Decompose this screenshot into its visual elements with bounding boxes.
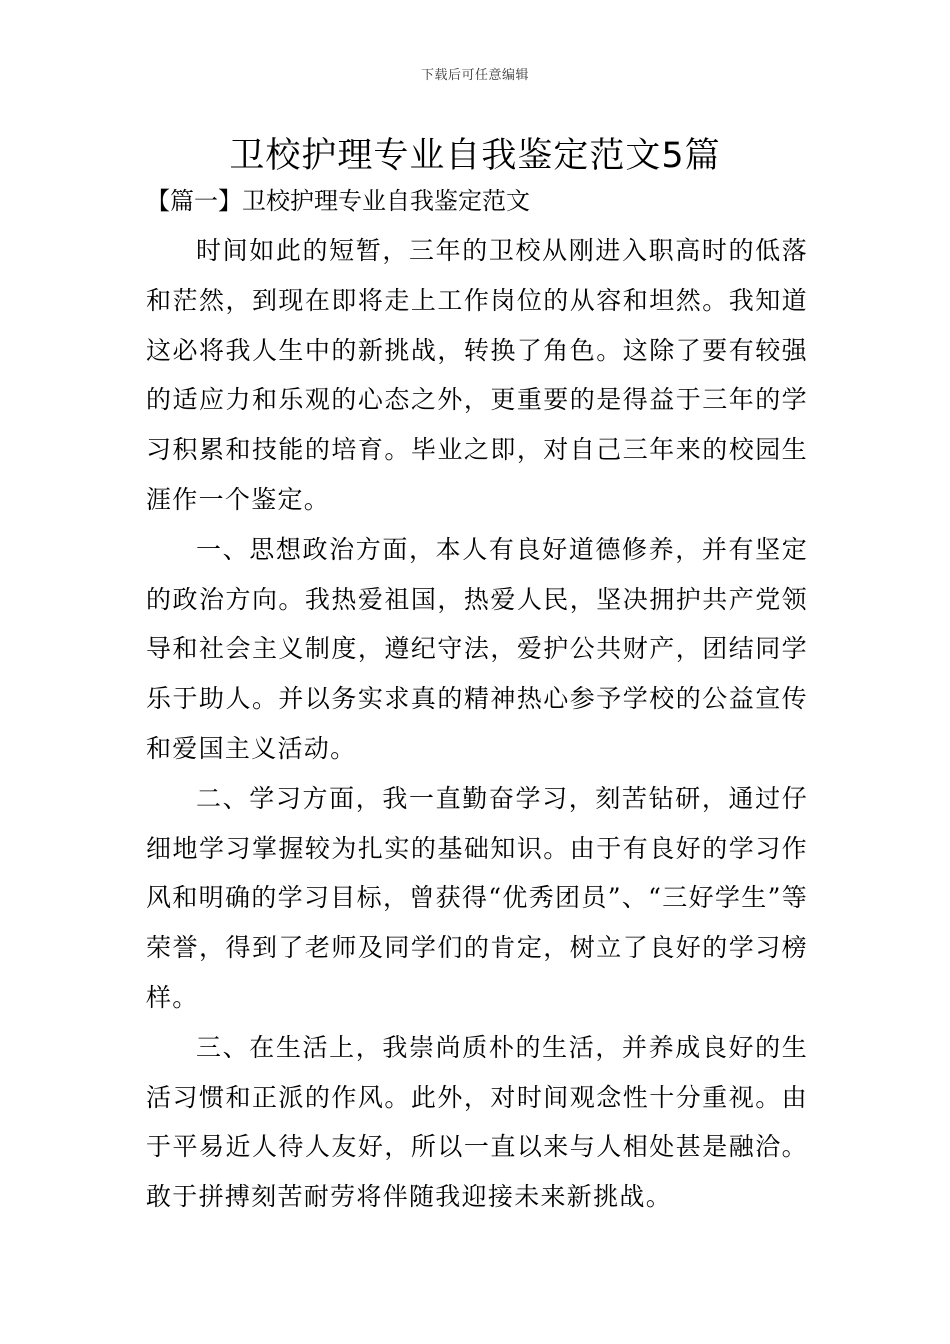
header-note: 下载后可任意编辑	[420, 68, 529, 83]
document-title: 卫校护理专业自我鉴定范文5篇	[229, 136, 721, 176]
paragraph-politics: 一、思想政治方面，本人有良好道德修养，并有坚定的政治方向。我热爱祖国，热爱人民，坚决拥护共产党领导和社会主义制度，遵纪守法，爱护公共财产，团结同学乐于助人。并以务实求真的精神热心参予学校的公益宣传和爱国主义活动。	[146, 534, 808, 763]
document-body	[146, 226, 808, 1222]
section-heading: 【篇一】卫校护理专业自我鉴定范文	[146, 187, 530, 215]
paragraph-intro: 时间如此的短暂，三年的卫校从刚进入职高时的低落和茫然，到现在即将走上工作岗位的从容和坦然。我知道这必将我人生中的新挑战，转换了角色。这除了要有较强的适应力和乐观的心态之外，更重要的是得益于三年的学习积累和技能的培育。毕业之即，对自己三年来的校园生涯作一个鉴定。	[146, 236, 808, 514]
paragraph-study: 二、学习方面，我一直勤奋学习，刻苦钻研，通过仔细地学习掌握较为扎实的基础知识。由于有良好的学习作风和明确的学习目标，曾获得“优秀团员”、“三好学生”等荣誉，得到了老师及同学们的肯定，树立了良好的学习榜样。	[146, 783, 808, 1012]
paragraph-life: 三、在生活上，我崇尚质朴的生活，并养成良好的生活习惯和正派的作风。此外，对时间观念性十分重视。由于平易近人待人友好，所以一直以来与人相处甚是融洽。敢于拼搏刻苦耐劳将伴随我迎接未来新挑战。	[146, 1032, 808, 1212]
